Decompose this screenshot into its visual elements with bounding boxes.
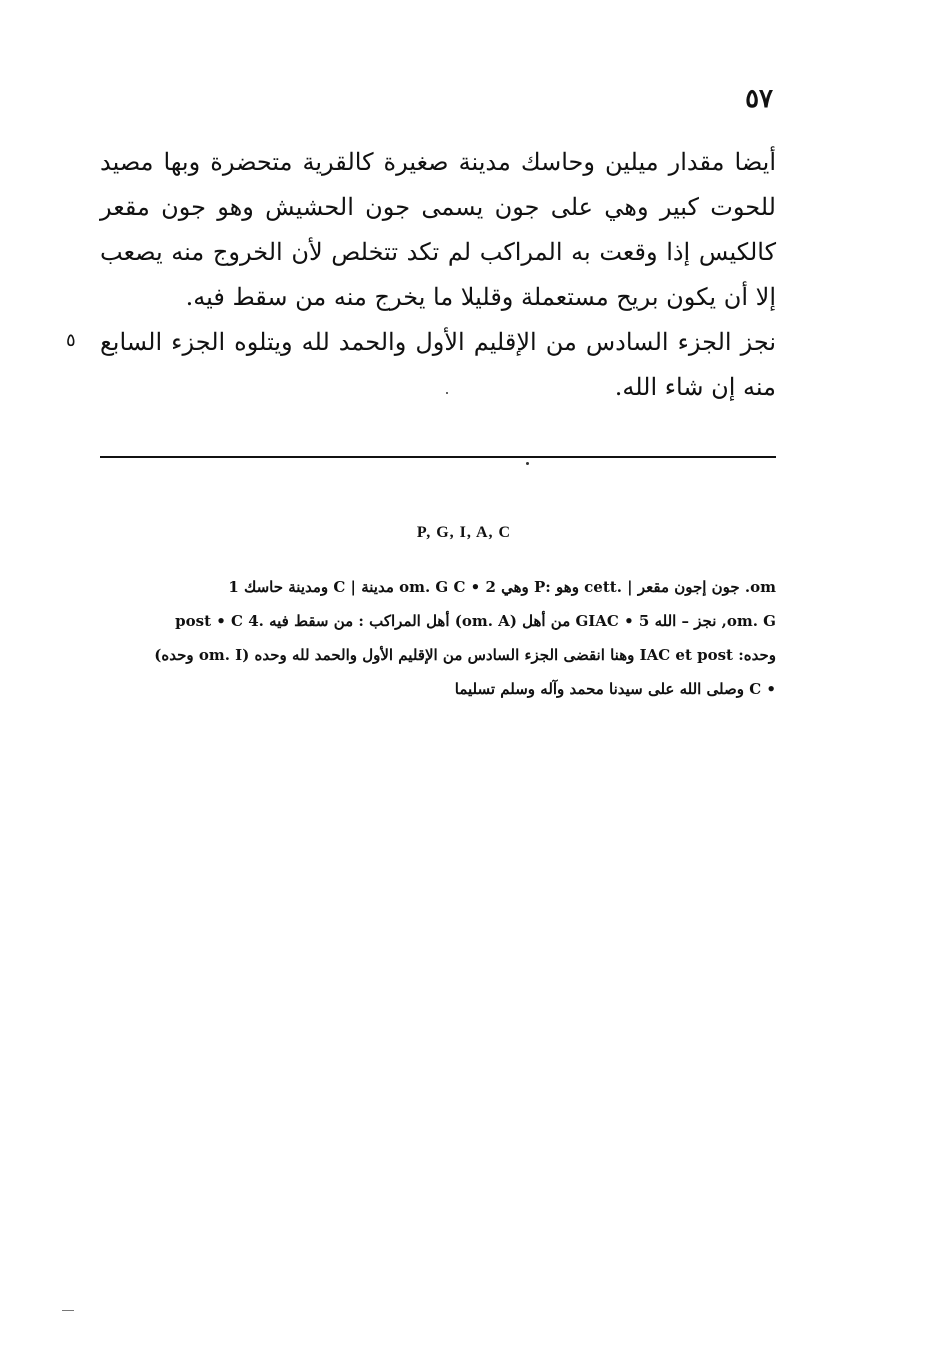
manuscript-sigla: P, G, I, A, C xyxy=(416,524,512,541)
page-number: ٥٧ xyxy=(745,84,773,114)
critical-apparatus xyxy=(100,570,776,706)
print-speck xyxy=(526,462,529,465)
print-speck xyxy=(446,392,448,394)
apparatus-line: • C وصلى الله على سيدنا محمد وآله وسلم تسليما xyxy=(454,680,776,698)
margin-mark xyxy=(62,1310,74,1311)
paragraph-1: أيضا مقدار ميلين وحاسك مدينة صغيرة كالقرية متحضرة وبها مصيد للحوت كبير وهي على جون يسمى جون الحشيش وهو جون مقعر كالكيس إذا وقعت به المراكب لم تكد تتخلص لأن الخروج منه يصعب إلا أن يكون بريح مستعملة وقليلا ما يخرج منه من سقط فيه. xyxy=(100,148,776,311)
footnote-divider xyxy=(100,456,776,458)
apparatus-line: om. جون إجون مقعر | .cett وهو :P وهي 2 • om. G C مدينة | C ومدينة حاسك 1 xyxy=(228,578,776,596)
apparatus-line: om. G, نجز – الله 5 • GIAC من أهل (om. A) أهل المراكب : من سقط فيه .4 post • C xyxy=(175,612,776,630)
apparatus-line: وحده: IAC et post وهنا انقضى الجزء السادس من الإقليم الأول والحمد لله وحده (om. I وحده) xyxy=(154,646,776,664)
main-text xyxy=(100,140,776,410)
paragraph-2: نجز الجزء السادس من الإقليم الأول والحمد لله ويتلوه الجزء السابع منه إن شاء الله. xyxy=(100,328,776,401)
line-number-marker: ٥ xyxy=(66,330,76,351)
